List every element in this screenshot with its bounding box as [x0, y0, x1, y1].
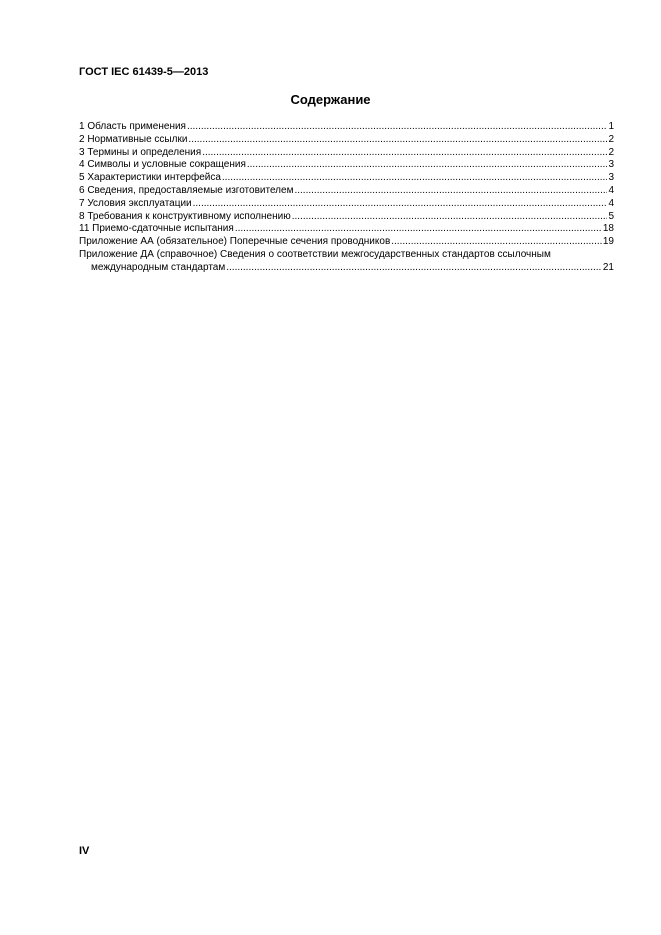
document-header: ГОСТ IEC 61439-5—2013	[79, 66, 209, 78]
toc-dot-leader	[391, 236, 602, 249]
toc-entry-page: 18	[602, 223, 614, 235]
toc-dot-leader	[193, 198, 608, 211]
toc-entry[interactable]	[79, 185, 614, 198]
toc-entry-label: 8 Требования к конструктивному исполнению	[79, 210, 291, 222]
toc-entry[interactable]	[79, 172, 614, 185]
toc-entry-page: 2	[608, 146, 614, 158]
toc-entry[interactable]	[79, 198, 614, 211]
toc-entry-label: Приложение ДА (справочное) Сведения о соответствии межгосударственных стандартов ссылочным	[79, 248, 551, 260]
page-number: IV	[79, 845, 90, 857]
toc-entry-label: Приложение АА (обязательное) Поперечные сечения проводников	[79, 236, 391, 248]
toc-entry[interactable]	[79, 211, 614, 224]
toc-dot-leader	[202, 147, 607, 160]
toc-entry-page: 3	[608, 159, 614, 171]
toc-entry-page: 2	[608, 133, 614, 145]
table-of-contents	[79, 121, 614, 275]
toc-entry[interactable]	[79, 223, 614, 236]
toc-dot-leader	[247, 159, 608, 172]
toc-dot-leader	[294, 185, 607, 198]
toc-entry-label: 11 Приемо-сдаточные испытания	[79, 223, 234, 235]
toc-entry[interactable]	[79, 159, 614, 172]
toc-entry-page: 4	[608, 184, 614, 196]
toc-entry-page: 19	[602, 236, 614, 248]
toc-dot-leader	[235, 223, 602, 236]
toc-entry-page: 21	[602, 261, 614, 273]
toc-dot-leader	[188, 134, 607, 147]
toc-entry-label: 7 Условия эксплуатации	[79, 197, 192, 209]
toc-dot-leader	[222, 172, 608, 185]
toc-entry-label: 4 Символы и условные сокращения	[79, 159, 246, 171]
toc-entry-label: 5 Характеристики интерфейса	[79, 172, 221, 184]
toc-entry-page: 5	[608, 210, 614, 222]
toc-entry[interactable]	[79, 121, 614, 134]
toc-entry-continuation[interactable]	[79, 262, 614, 275]
toc-title: Содержание	[290, 92, 371, 107]
toc-entry-label: 3 Термины и определения	[79, 146, 202, 158]
toc-entry-label: 2 Нормативные ссылки	[79, 133, 188, 145]
toc-entry-page: 4	[608, 197, 614, 209]
toc-dot-leader	[187, 121, 607, 134]
toc-entry[interactable]	[79, 236, 614, 249]
toc-entry-label: 1 Область применения	[79, 121, 186, 132]
toc-dot-leader	[292, 211, 608, 224]
toc-entry-page: 3	[608, 172, 614, 184]
toc-entry-label: 6 Сведения, предоставляемые изготовителем	[79, 184, 294, 196]
toc-entry-page: 1	[608, 121, 614, 132]
toc-entry-first-line[interactable]	[79, 249, 614, 262]
toc-entry[interactable]	[79, 134, 614, 147]
toc-entry[interactable]	[79, 147, 614, 160]
toc-dot-leader	[226, 262, 602, 275]
toc-entry-label: международным стандартам	[91, 261, 226, 273]
